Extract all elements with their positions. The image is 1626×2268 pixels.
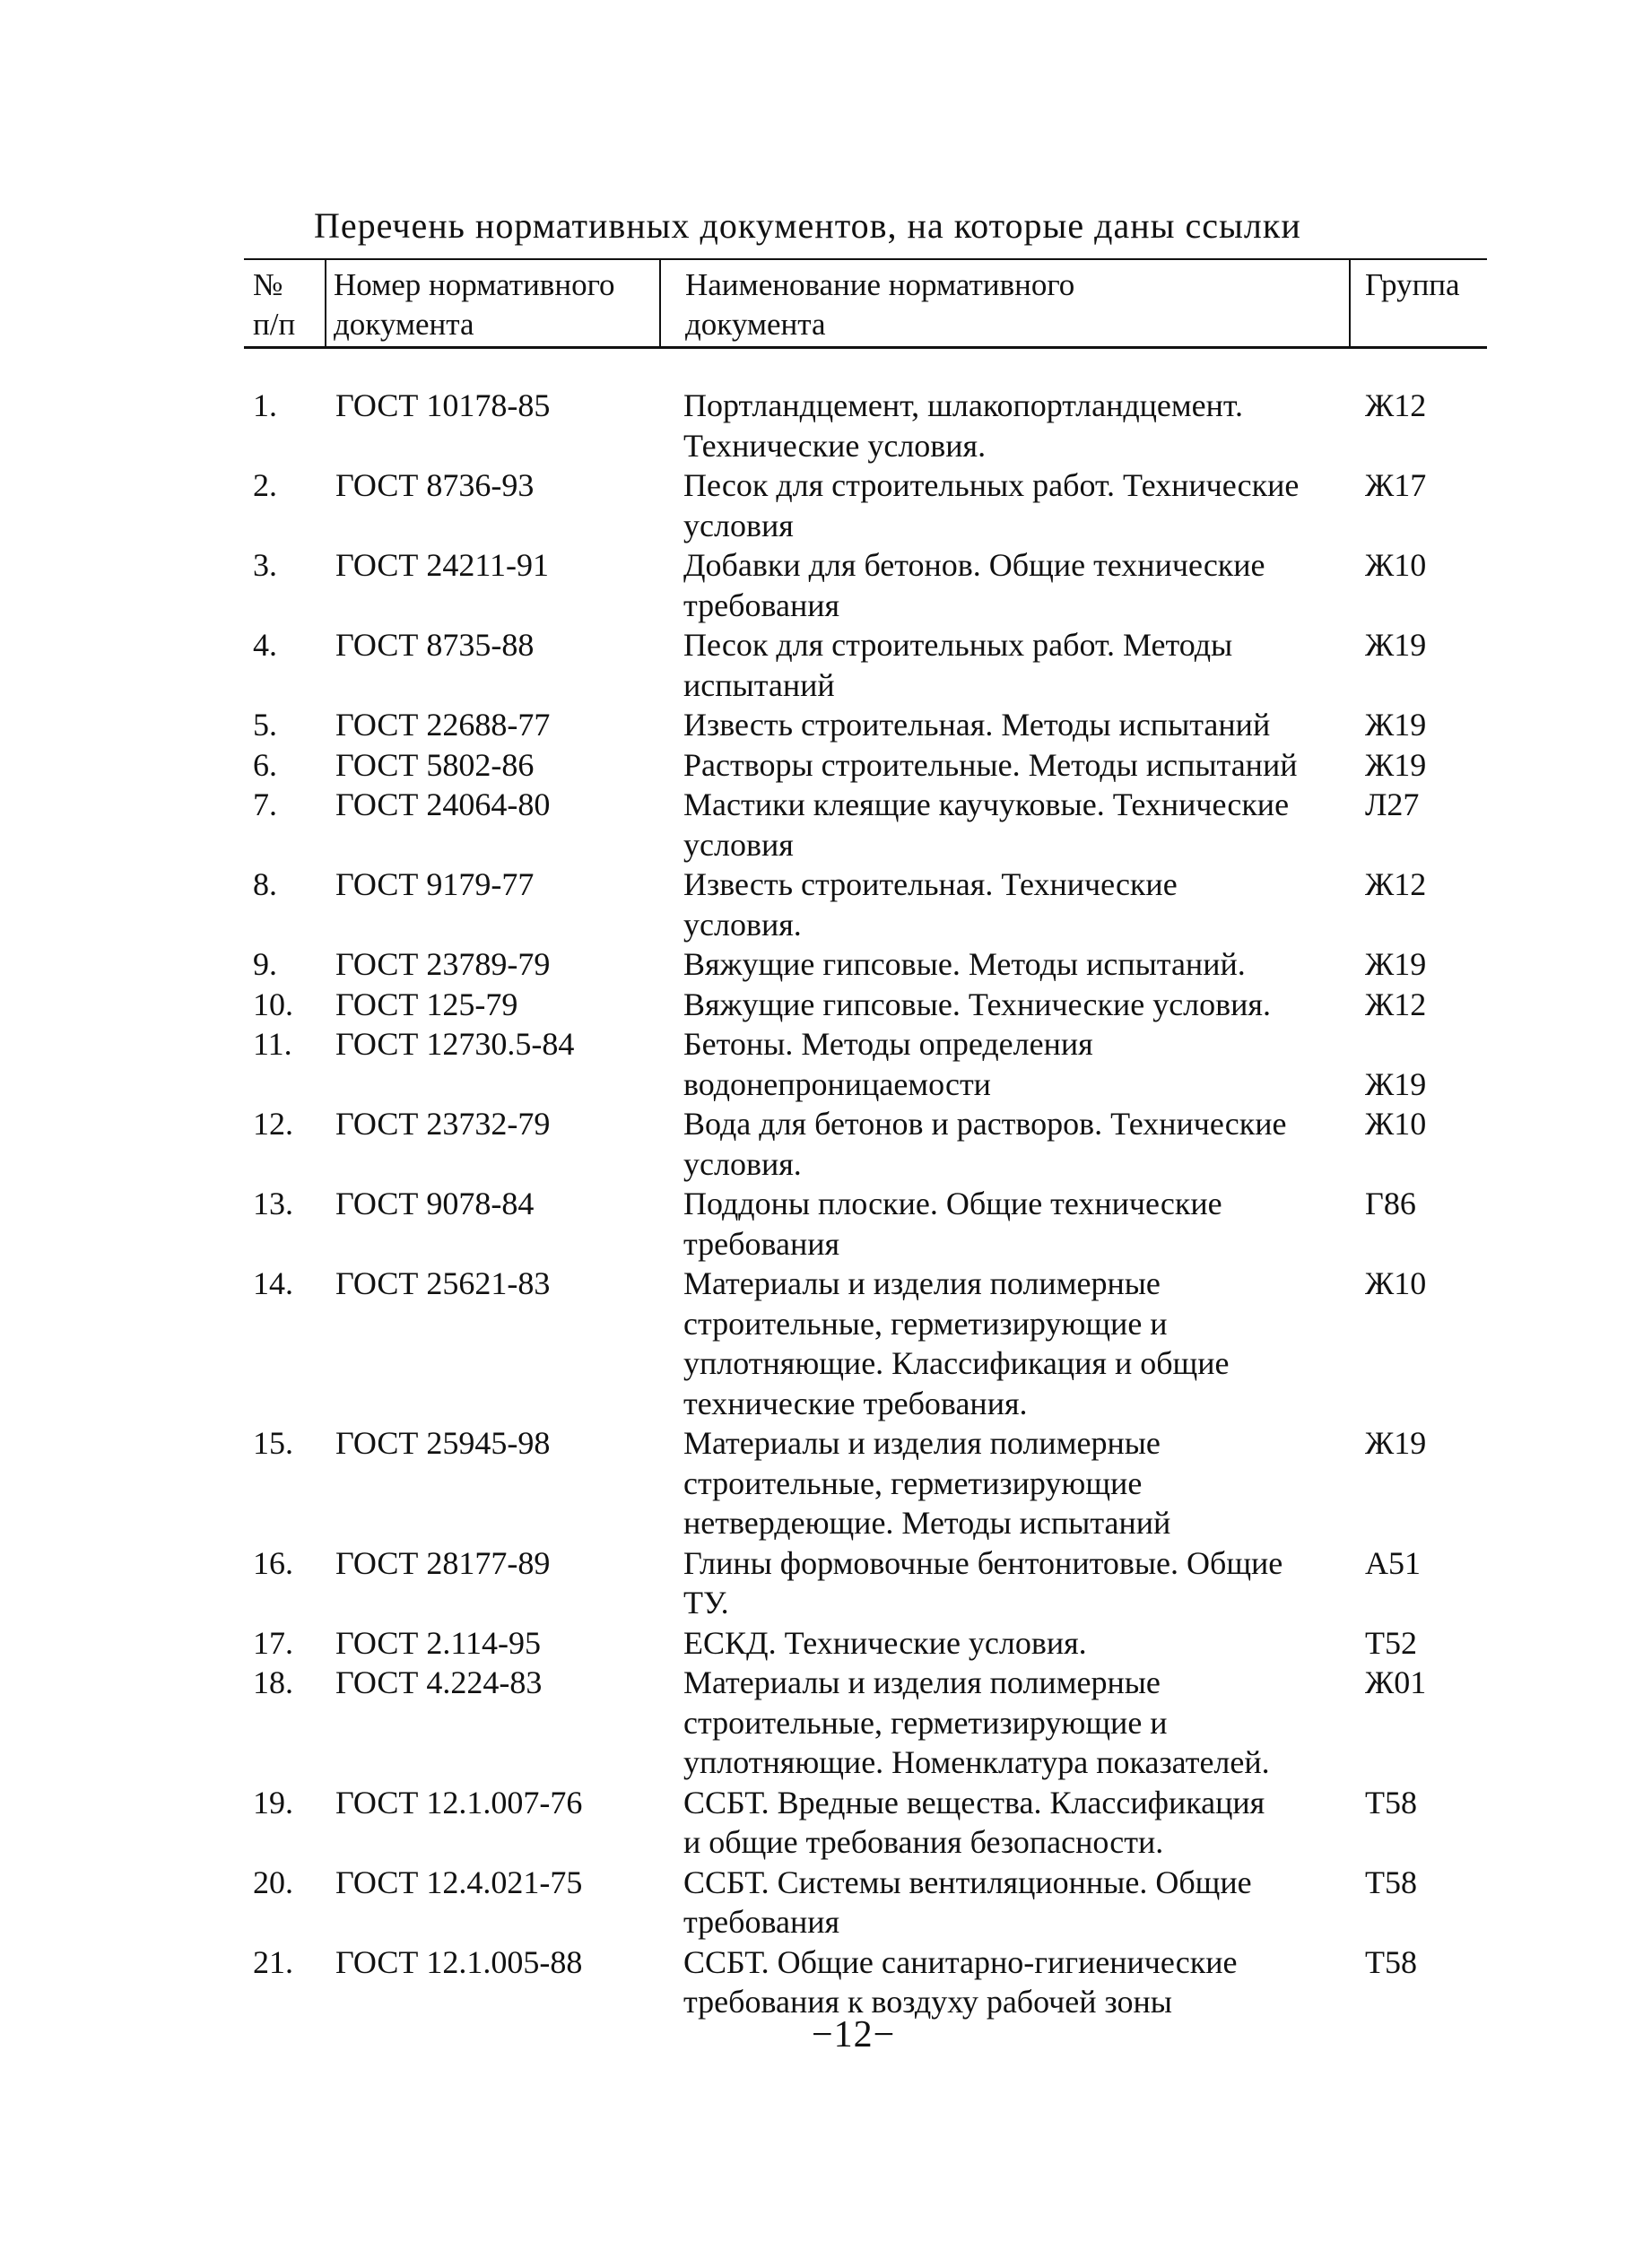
row-group: Т52 (1365, 1624, 1417, 1661)
row-group: Ж19 (1365, 1425, 1427, 1461)
header-code-line1: Номер нормативного (334, 267, 615, 302)
header-group: Группа (1365, 267, 1460, 302)
header-name-line1: Наименование нормативного (685, 267, 1075, 302)
row-document-name-line: уплотняющие. Номенклатура показателей. (683, 1744, 1270, 1780)
row-number: 10. (253, 986, 293, 1022)
row-document-name (683, 625, 1329, 705)
row-document-name-line: Технические условия. (683, 427, 987, 464)
row-document-name-line: ССБТ. Вредные вещества. Классификация (683, 1784, 1265, 1820)
row-document-name-line: Известь строительная. Методы испытаний (683, 707, 1271, 743)
row-group: Ж17 (1365, 467, 1427, 503)
row-document-name-line: нетвердеющие. Методы испытаний (683, 1505, 1171, 1541)
header-code-line2: документа (334, 307, 474, 342)
row-number: 2. (253, 467, 277, 503)
row-group: Ж10 (1365, 1265, 1427, 1301)
row-document-name-line: Бетоны. Методы определения (683, 1026, 1093, 1062)
row-document-name-line: ССБТ. Системы вентиляционные. Общие (683, 1864, 1252, 1900)
row-document-name-line: строительные, герметизирующие (683, 1464, 1143, 1501)
row-document-name-line: Материалы и изделия полимерные (683, 1425, 1161, 1461)
header-divider-2 (659, 260, 661, 346)
row-document-name (683, 545, 1329, 625)
row-number: 5. (253, 707, 277, 743)
row-number: 11. (253, 1026, 292, 1062)
row-document-name-line: Поддоны плоские. Общие технические (683, 1186, 1222, 1221)
header-divider-3 (1349, 260, 1351, 346)
row-document-name (683, 865, 1329, 944)
row-document-code: ГОСТ 2.114-95 (335, 1624, 542, 1661)
row-number: 15. (253, 1425, 293, 1461)
row-document-code: ГОСТ 25945-98 (335, 1425, 551, 1461)
row-number: 14. (253, 1265, 293, 1301)
row-document-name-line: испытаний (683, 666, 835, 703)
row-document-code: ГОСТ 24211-91 (335, 547, 550, 583)
row-document-name (683, 1863, 1329, 1942)
row-group: Л27 (1365, 786, 1420, 822)
row-number: 6. (253, 746, 277, 783)
row-document-name-line: ЕСКД. Технические условия. (683, 1624, 1087, 1661)
row-document-name-line: Глины формовочные бентонитовые. Общие (683, 1544, 1283, 1581)
row-document-name-line: технические требования. (683, 1385, 1028, 1421)
row-document-code: ГОСТ 10178-85 (335, 387, 551, 423)
row-document-name-line: Мастики клеящие каучуковые. Технические (683, 786, 1290, 822)
document-title: Перечень нормативных документов, на которые даны ссылки (314, 205, 1301, 246)
header-num-line2: п/п (253, 307, 296, 342)
row-number: 18. (253, 1664, 293, 1700)
row-document-name-line: требования (683, 587, 840, 623)
row-number: 4. (253, 627, 277, 663)
row-document-name (683, 705, 1329, 745)
row-document-code: ГОСТ 23732-79 (335, 1106, 551, 1142)
row-group: Ж01 (1365, 1664, 1427, 1700)
row-document-name-line: требования (683, 1904, 840, 1940)
row-document-name-line: уплотняющие. Классификация и общие (683, 1345, 1230, 1381)
row-document-code: ГОСТ 125-79 (335, 986, 518, 1022)
row-document-name-line: условия. (683, 1145, 802, 1182)
row-document-name (683, 985, 1329, 1025)
row-group: А51 (1365, 1544, 1421, 1581)
row-number: 8. (253, 866, 277, 902)
row-document-name-line: Песок для строительных работ. Технические (683, 467, 1300, 503)
row-number: 16. (253, 1544, 293, 1581)
row-document-name-line: водонепроницаемости (683, 1065, 991, 1102)
row-document-name-line: ТУ. (683, 1585, 729, 1621)
row-number: 1. (253, 387, 277, 423)
row-number: 17. (253, 1624, 293, 1661)
header-top-rule (244, 258, 1487, 260)
row-group: Ж12 (1365, 866, 1427, 902)
row-number: 12. (253, 1106, 293, 1142)
header-name (685, 265, 1074, 344)
row-document-name (683, 1783, 1329, 1863)
row-document-name (683, 1423, 1329, 1543)
row-document-name-line: Материалы и изделия полимерные (683, 1664, 1161, 1700)
row-document-name-line: строительные, герметизирующие и (683, 1305, 1168, 1342)
row-document-name (683, 386, 1329, 465)
row-group: Г86 (1365, 1186, 1416, 1221)
row-group: Ж19 (1365, 627, 1427, 663)
row-document-name-line: строительные, герметизирующие и (683, 1704, 1168, 1741)
row-document-name (683, 1024, 1329, 1104)
header-divider-1 (325, 260, 326, 346)
row-document-name (683, 465, 1329, 545)
row-document-name (683, 745, 1329, 786)
header-num-line1: № (253, 267, 283, 302)
row-document-code: ГОСТ 28177-89 (335, 1544, 551, 1581)
row-document-name-line: ССБТ. Общие санитарно-гигиенические (683, 1943, 1238, 1980)
row-document-code: ГОСТ 8735-88 (335, 627, 535, 663)
row-group: Ж10 (1365, 547, 1427, 583)
row-document-code: ГОСТ 12.4.021-75 (335, 1864, 583, 1900)
page-number: −12− (812, 2014, 896, 2055)
row-document-name (683, 785, 1329, 865)
row-document-name-line: Вяжущие гипсовые. Технические условия. (683, 986, 1271, 1022)
row-document-name (683, 1623, 1329, 1664)
row-group: Т58 (1365, 1864, 1417, 1900)
row-document-name-line: условия (683, 826, 794, 863)
header-num (253, 265, 295, 344)
row-document-name-line: Песок для строительных работ. Методы (683, 627, 1233, 663)
row-document-name-line: Растворы строительные. Методы испытаний (683, 746, 1298, 783)
row-group: Ж12 (1365, 986, 1427, 1022)
row-document-name-line: требования (683, 1225, 840, 1262)
row-document-code: ГОСТ 5802-86 (335, 746, 535, 783)
header-code (334, 265, 615, 344)
header-bottom-rule (244, 346, 1487, 349)
row-document-name-line: Портландцемент, шлакопортландцемент. (683, 387, 1243, 423)
row-document-name-line: и общие требования безопасности. (683, 1824, 1164, 1860)
row-document-name-line: Известь строительная. Технические (683, 866, 1178, 902)
row-group: Ж12 (1365, 387, 1427, 423)
row-group: Ж19 (1365, 1065, 1427, 1102)
row-number: 19. (253, 1784, 293, 1820)
row-document-name (683, 1104, 1329, 1184)
row-document-name-line: Вода для бетонов и растворов. Технические (683, 1106, 1287, 1142)
row-document-code: ГОСТ 4.224-83 (335, 1664, 543, 1700)
row-document-name-line: Вяжущие гипсовые. Методы испытаний. (683, 946, 1246, 982)
row-document-name (683, 1942, 1329, 2022)
row-group: Ж19 (1365, 946, 1427, 982)
row-document-name (683, 1543, 1329, 1623)
row-group: Ж19 (1365, 746, 1427, 783)
row-document-code: ГОСТ 22688-77 (335, 707, 551, 743)
row-group: Ж19 (1365, 707, 1427, 743)
row-document-code: ГОСТ 9078-84 (335, 1186, 535, 1221)
row-document-code: ГОСТ 12.1.007-76 (335, 1784, 583, 1820)
row-document-name-line: требования к воздуху рабочей зоны (683, 1984, 1172, 2020)
row-document-name-line: Материалы и изделия полимерные (683, 1265, 1161, 1301)
row-document-code: ГОСТ 25621-83 (335, 1265, 551, 1301)
row-document-name-line: условия. (683, 906, 802, 943)
header-name-line2: документа (685, 307, 826, 342)
row-document-name (683, 1663, 1329, 1783)
row-document-name (683, 1264, 1329, 1423)
row-group: Т58 (1365, 1784, 1417, 1820)
row-document-code: ГОСТ 23789-79 (335, 946, 551, 982)
row-document-name (683, 944, 1329, 985)
row-document-name-line: условия (683, 507, 794, 543)
row-number: 3. (253, 547, 277, 583)
row-document-name-line: Добавки для бетонов. Общие технические (683, 547, 1265, 583)
row-number: 20. (253, 1864, 293, 1900)
row-document-code: ГОСТ 24064-80 (335, 786, 551, 822)
row-number: 13. (253, 1186, 293, 1221)
row-document-code: ГОСТ 12.1.005-88 (335, 1943, 583, 1980)
row-number: 21. (253, 1943, 293, 1980)
row-group: Т58 (1365, 1943, 1417, 1980)
row-number: 9. (253, 946, 277, 982)
row-number: 7. (253, 786, 277, 822)
row-document-code: ГОСТ 9179-77 (335, 866, 535, 902)
row-document-code: ГОСТ 12730.5-84 (335, 1026, 575, 1062)
row-group: Ж10 (1365, 1106, 1427, 1142)
row-document-code: ГОСТ 8736-93 (335, 467, 535, 503)
row-document-name (683, 1184, 1329, 1264)
